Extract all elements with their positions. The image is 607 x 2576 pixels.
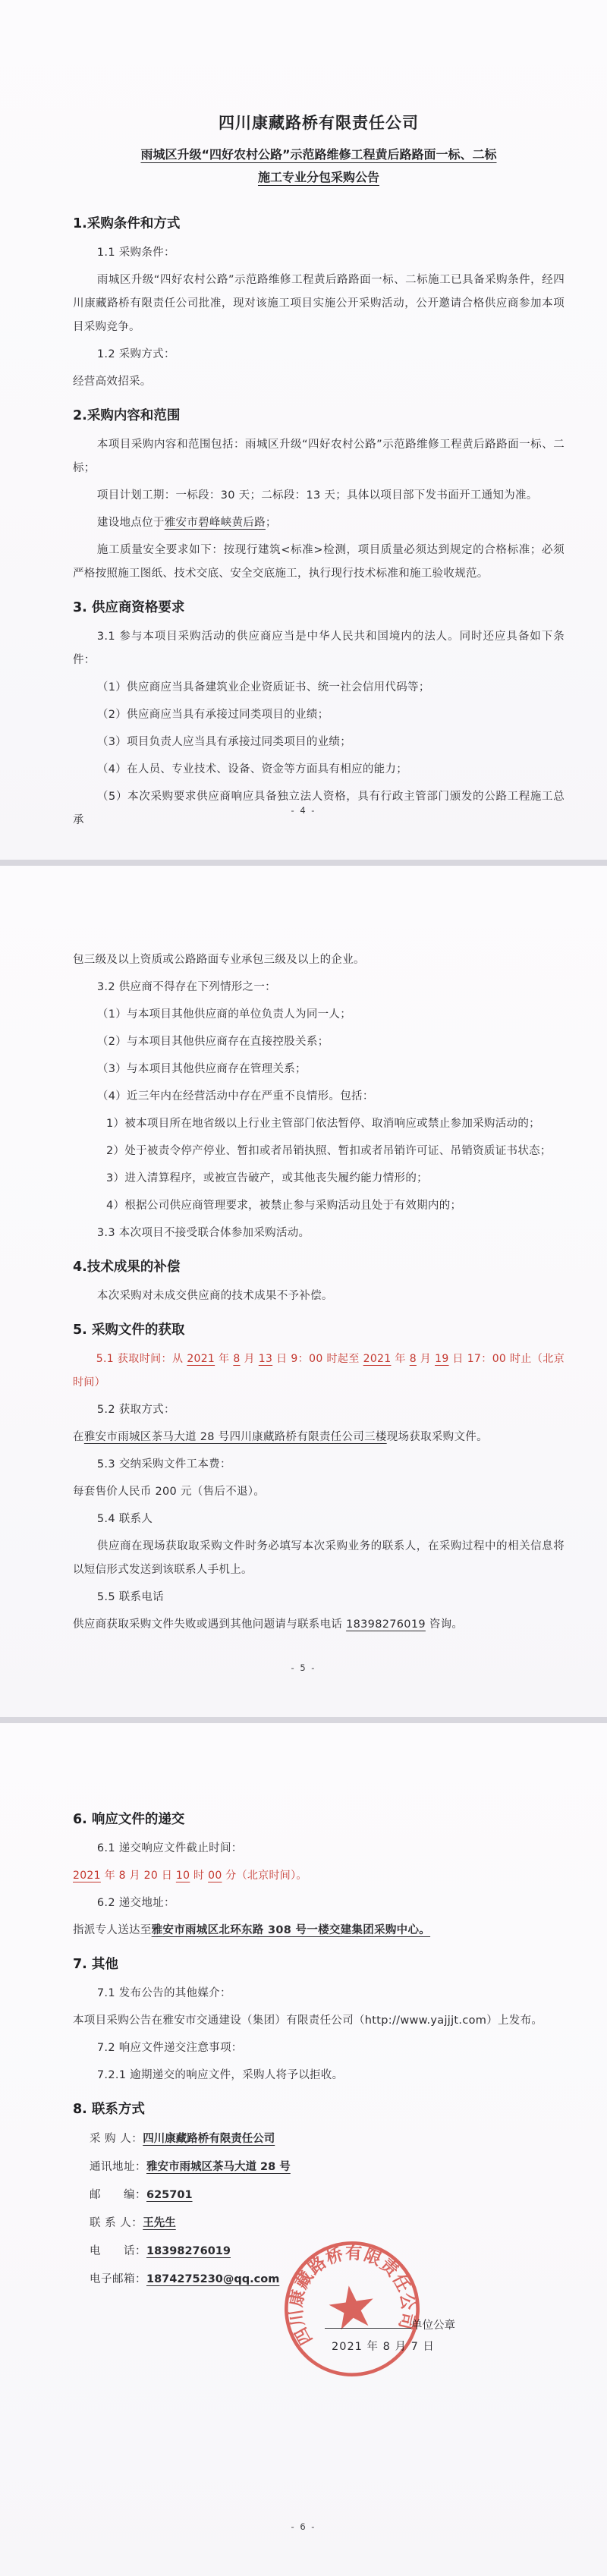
contact-row-purchaser xyxy=(90,2130,565,2149)
clause-1-2-label: 1.2 采购方式： xyxy=(96,348,175,360)
bad-record-sub-4: 4）根据公司供应商管理要求，被禁止参与采购活动且处于有效期内的； xyxy=(106,1200,462,1212)
clause-7-2-label: 7.2 响应文件递交注意事项： xyxy=(96,2042,243,2054)
clause-3-2-label: 3.2 供应商不得存在下列情形之一： xyxy=(96,981,276,993)
section-8-heading: 8. 联系方式 xyxy=(73,2102,145,2117)
qualification-item-5: （5）本次采购要求供应商响应具备独立法人资格，具有行政主管部门颁发的公路工程施工总承 xyxy=(73,791,565,826)
page-separator xyxy=(0,1717,607,1723)
obtain-address-line: 在雅安市雨城区茶马大道 28 号四川康藏路桥有限责任公司三楼现场获取采购文件。 xyxy=(73,1431,488,1443)
page-3 xyxy=(0,1723,607,2576)
qualification-item-3: （3）项目负责人应当具有承接过同类项目的业绩； xyxy=(96,736,352,748)
clause-6-1-label: 6.1 递交响应文件截止时间： xyxy=(96,1842,243,1854)
email-value: 1874275230@qq.com xyxy=(146,2273,280,2285)
contact-person-note: 供应商在现场获取取采购文件时务必填写本次采购业务的联系人，在采购过程中的相关信息将以短信形式发送到该联系人手机上。 xyxy=(73,1540,565,1576)
clause-3-1: 3.1 参与本项目采购活动的供应商应当是中华人民共和国境内的法人。同时还应具备如下条件： xyxy=(73,631,565,666)
purchaser-label: 采 购 人： xyxy=(90,2133,143,2145)
qualification-item-2: （2）供应商应当具有承接过同类项目的业绩； xyxy=(96,709,329,721)
conflict-item-4: （4）近三年内在经营活动中存在严重不良情形。包括： xyxy=(96,1090,374,1102)
document-title: 四川康藏路桥有限责任公司 xyxy=(219,114,419,132)
address-label: 通讯地址： xyxy=(90,2161,146,2173)
contact-row-email xyxy=(90,2270,565,2289)
section-2-heading: 2.采购内容和范围 xyxy=(73,408,181,423)
bad-record-sub-3: 3）进入清算程序，或被宣告破产，或其他丧失履约能力情形的； xyxy=(106,1172,428,1184)
page-number-4: - 4 - xyxy=(291,805,316,816)
document-subtitle-line2 xyxy=(73,168,565,185)
section-6-heading: 6. 响应文件的递交 xyxy=(73,1812,185,1827)
contact-row-person xyxy=(90,2214,565,2233)
page-1 xyxy=(0,0,607,860)
email-label: 电子邮箱： xyxy=(90,2273,146,2285)
contact-row-address xyxy=(90,2158,565,2177)
announcement-media-line: 本项目采购公告在雅安市交通建设（集团）有限责任公司（http://www.yajjjt.com）上发布。 xyxy=(73,2015,543,2027)
bad-record-sub-2: 2）处于被责令停产停业、暂扣或者吊销执照、暂扣或者吊销许可证、吊销资质证书状态； xyxy=(106,1145,552,1157)
page-separator xyxy=(0,860,607,866)
clause-1-2-body: 经营高效招采。 xyxy=(73,376,152,388)
clause-5-1-obtain-time: 5.1 获取时间：从 2021 年 8 月 13 日 9：00 时起至 2021 年 8 月 19 日 17：00 时止（北京时间） xyxy=(73,1353,565,1389)
section-5-heading: 5. 采购文件的获取 xyxy=(73,1323,185,1338)
scope-paragraph: 本项目采购内容和范围包括：雨城区升级“四好农村公路”示范路维修工程黄后路路面一标、二标； xyxy=(73,439,565,474)
conflict-item-2: （2）与本项目其他供应商存在直接控股关系； xyxy=(96,1036,329,1048)
clause-1-1-label: 1.1 采购条件： xyxy=(96,247,175,259)
clause-7-1-label: 7.1 发布公告的其他媒介： xyxy=(96,1987,231,1999)
submission-deadline-line: 2021 年 8 月 20 日 10 时 00 分（北京时间）。 xyxy=(73,1870,307,1882)
document-fee-line: 每套售价人民币 200 元（售后不退）。 xyxy=(73,1486,266,1498)
clause-6-2-label: 6.2 递交地址： xyxy=(96,1897,175,1909)
clause-5-2-label: 5.2 获取方式： xyxy=(96,1404,175,1416)
contact-phone-line: 供应商获取采购文件失败或遇到其他问题请与联系电话 18398276019 咨询。 xyxy=(73,1618,464,1631)
section-4-heading: 4.技术成果的补偿 xyxy=(73,1260,181,1275)
qualification-item-1: （1）供应商应当具备建筑业企业资质证书、统一社会信用代码等； xyxy=(96,681,430,694)
address-value: 雅安市雨城区茶马大道 28 号 xyxy=(146,2161,291,2173)
seal-signature-line xyxy=(325,2317,455,2332)
section-1-heading: 1.采购条件和方式 xyxy=(73,216,181,231)
contact-row-postcode xyxy=(90,2186,565,2205)
section-7-heading: 7. 其他 xyxy=(73,1957,118,1972)
conflict-item-3: （3）与本项目其他供应商存在管理关系； xyxy=(96,1063,307,1075)
clause-3-3: 3.3 本次项目不接受联合体参加采购活动。 xyxy=(96,1227,310,1239)
purchaser-value: 四川康藏路桥有限责任公司 xyxy=(143,2133,275,2145)
submission-address-line: 指派专人送达至雅安市雨城区北环东路 308 号一楼交建集团采购中心。 xyxy=(73,1924,431,1936)
signature-blank-line xyxy=(325,2317,411,2329)
contact-person-value: 王先生 xyxy=(143,2217,176,2229)
clause-7-2-1: 7.2.1 逾期递交的响应文件，采购人将予以拒收。 xyxy=(96,2069,344,2081)
page-number-6: - 6 - xyxy=(291,2521,316,2532)
page-number-5: - 5 - xyxy=(291,1662,316,1673)
subtitle-text-1: 雨城区升级“四好农村公路”示范路维修工程黄后路路面一标、二标 xyxy=(140,147,497,162)
duration-paragraph: 项目计划工期：一标段：30 天；二标段：13 天；具体以项目部下发书面开工通知为准。 xyxy=(96,489,538,502)
clause-1-1-body: 雨城区升级“四好农村公路”示范路维修工程黄后路路面一标、二标施工已具备采购条件，经四川康藏路桥有限责任公司批准，现对该施工项目实施公开采购活动，公开邀请合格供应商参加本项目采购竞争。 xyxy=(73,274,565,333)
qualification-item-4: （4）在人员、专业技术、设备、资金等方面具有相应的能力； xyxy=(96,763,408,775)
quality-paragraph: 施工质量安全要求如下：按现行建筑<标准>检测，项目质量必须达到规定的合格标准；必须严格按照施工图纸、技术交底、安全交底施工，执行现行技术标准和施工验收规范。 xyxy=(73,544,565,580)
seal-label: 单位公章 xyxy=(411,2320,455,2332)
postcode-value: 625701 xyxy=(146,2189,193,2201)
seal-date: 2021 年 8 月 7 日 xyxy=(332,2341,435,2353)
document-subtitle-line1 xyxy=(73,145,565,162)
contact-row-phone xyxy=(90,2242,565,2261)
phone-value: 18398276019 xyxy=(146,2245,231,2257)
clause-5-5-label: 5.5 联系电话 xyxy=(96,1591,164,1603)
subtitle-text-2: 施工专业分包采购公告 xyxy=(257,170,379,184)
carryover-line: 包三级及以上资质或公路路面专业承包三级及以上的企业。 xyxy=(73,954,365,966)
page-2 xyxy=(0,866,607,1717)
contact-person-label: 联 系 人： xyxy=(90,2217,143,2229)
postcode-label: 邮 编： xyxy=(90,2189,146,2201)
conflict-item-1: （1）与本项目其他供应商的单位负责人为同一人； xyxy=(96,1008,352,1021)
clause-5-4-label: 5.4 联系人 xyxy=(96,1513,153,1525)
location-paragraph: 建设地点位于雅安市碧峰峡黄后路； xyxy=(96,517,277,529)
clause-4-body: 本次采购对未成交供应商的技术成果不予补偿。 xyxy=(96,1290,333,1302)
clause-5-3-label: 5.3 交纳采购文件工本费： xyxy=(96,1458,231,1470)
bad-record-sub-1: 1）被本项目所在地省级以上行业主管部门依法暂停、取消响应或禁止参加采购活动的； xyxy=(106,1118,540,1130)
phone-label: 电 话： xyxy=(90,2245,146,2257)
section-3-heading: 3. 供应商资格要求 xyxy=(73,600,185,615)
stamp-company-name: 四川康藏路桥有限责任公司 xyxy=(286,2243,418,2348)
